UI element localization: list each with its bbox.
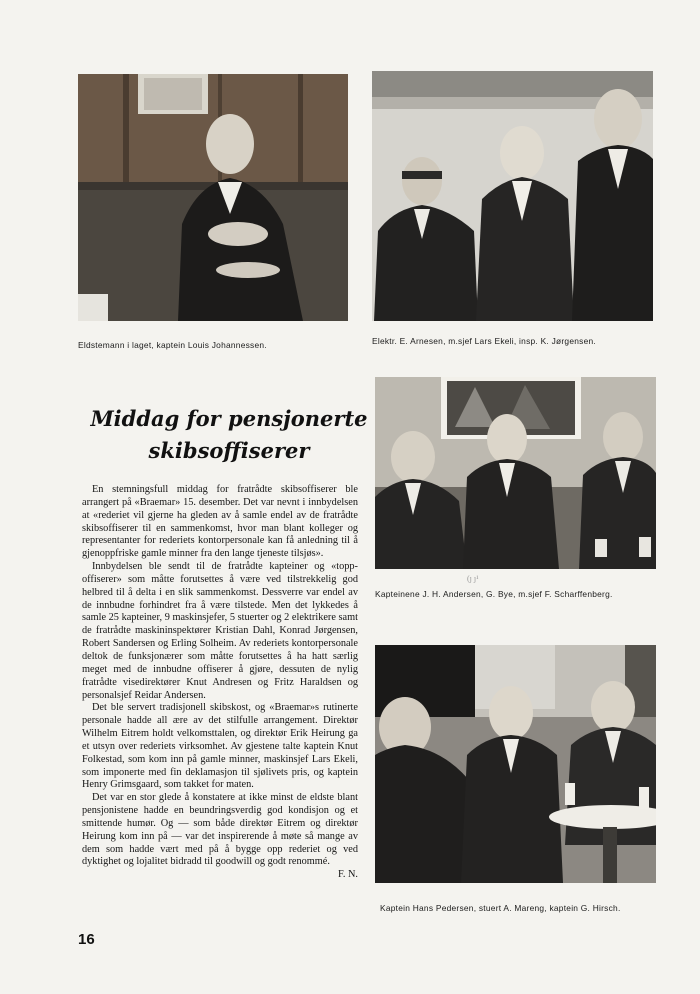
article-paragraph-4: Det var en stor glede å konstatere at ikke minst de eldste blant pensjonistene hadde en beundringsverdig god kondisjon og et smittende humør. Og — som både direktør Eitrem og direktør Heirung kom inn på — var det inspirerende å møte så mange av dem som hadde vært med på å bygge opp rederiet og ved dyktighet og lojalitet bidradd til goodwill og godt renommé. [82,792,358,868]
photo-three-men-at-table [375,645,656,883]
article-title-line-2: skibsoffiserer [148,438,310,463]
article-paragraph-1: En stemningsfull middag for fratrådte skibsoffiserer ble arrangert på «Braemar» 15. desember. Det var nevnt i innbydelsen at «rederiet vil gjerne ha gleden av å samle endel av de fratrådte skibsoffiserer til en sammenkomst, hvor man blant kolleger og representanter for rederiets kontorpersonale kan få anledning til å gjenoppfriske gamle minner fra den lange tjeneste tilsjøs». [82,484,358,560]
article-title-line-1: Middag for pensjonerte [90,406,368,431]
page-number: 16 [78,931,95,948]
article-paragraph-2: Innbydelsen ble sendt til de fratrådte kapteiner og «topp-offiserer» som måtte forutsettes å være ved tilstrekkelig god helbred til å delta i en slik sammenkomst. Dessverre var endel av de innbudne forhindret fra å være tilstede. Men det lykkedes å samle 25 kapteiner, 9 maskinsjefer, 5 stuerter og 2 elektrikere samt de fratrådte maskininspektører Kristian Dahl, Konrad Jørgensen, Robert Sandersen og Erling Solheim. Av rederiets kontorpersonale deltok de funksjonærer som måtte forutsettes å ha hatt særlig meget med de innbudne offiserer å gjøre, dessuten de nylig fratrådte visedirektører Knut Andresen og Fritz Haraldsen og personalsjef Reidar Andersen. [82,561,358,701]
caption-photo-2: Elektr. E. Arnesen, m.sjef Lars Ekeli, insp. K. Jørgensen. [372,336,596,346]
photo-captain-johannessen [78,74,348,321]
article-paragraph-3: Det ble servert tradisjonell skibskost, og «Braemar»s rutinerte personale hadde all ære av det stilfulle arrangement. Direktør Wilhelm Eitrem holdt velkomsttalen, og direktør Erik Heirung ga et utsyn over rederiets virksomhet. Av gjestene talte kaptein Knut Folkestad, som kom inn på gamle minner, maskinsjef Lars Ekeli, som imponerte med fin deklamasjon til sjølivets pris, og kaptein Henry Grimsgaard, som takket for maten. [82,702,358,791]
article-signature: F. N. [337,869,358,881]
stray-print-mark: (ȷ ȷ¹ [467,574,479,583]
photo-three-officers-standing [372,71,653,321]
photo-three-captains-seated [375,377,656,569]
caption-photo-3: Kapteinene J. H. Andersen, G. Bye, m.sjef F. Scharffenberg. [375,589,613,599]
article-body [82,484,358,882]
article-title [84,403,374,467]
caption-photo-1: Eldstemann i laget, kaptein Louis Johannessen. [78,340,267,350]
caption-photo-4: Kaptein Hans Pedersen, stuert A. Mareng, kaptein G. Hirsch. [380,903,621,913]
